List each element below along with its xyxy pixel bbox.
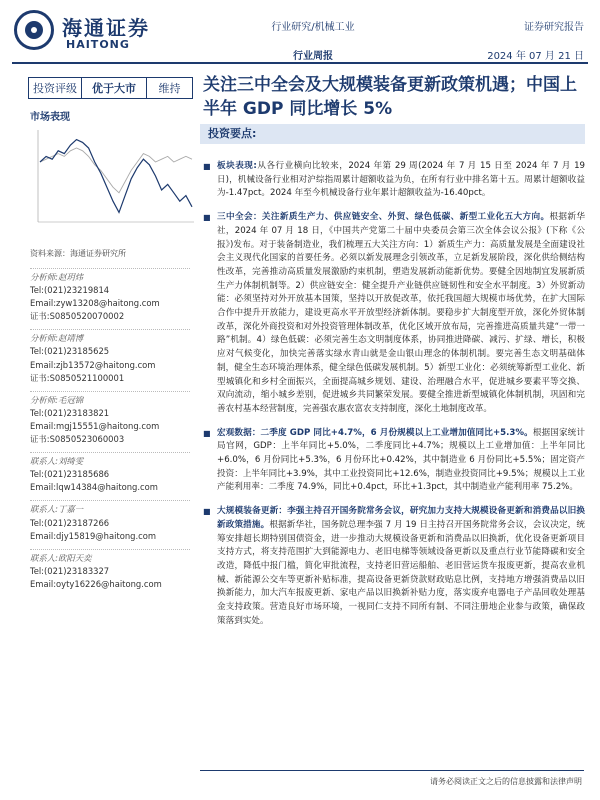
logo-emblem-icon: [14, 10, 54, 50]
analyst-tel: Tel:(021)23219814: [30, 285, 110, 296]
analyst-contact: [30, 391, 190, 446]
rating-action: 维持: [158, 82, 181, 95]
analyst-cert: 证书:S0850520070002: [30, 311, 125, 322]
analyst-tel: Tel:(021)23183821: [30, 407, 110, 418]
footer-disclaimer: 请务必阅读正文之后的信息披露和法律声明: [430, 777, 582, 786]
analyst-contact: [30, 268, 190, 323]
header-divider: [12, 62, 588, 64]
report-category: 行业研究/机械工业: [271, 22, 355, 33]
analyst-contact: [30, 452, 190, 494]
report-category-block: [268, 18, 358, 62]
company-logo: [14, 10, 164, 54]
analyst-name: 联系人:丁嘉一: [30, 504, 84, 515]
logo-english-name: HAITONG: [66, 38, 130, 51]
analyst-contacts: [30, 268, 190, 597]
analyst-tel: Tel:(021)23185686: [30, 469, 110, 480]
market-performance-title: 市场表现: [30, 112, 70, 123]
analyst-email[interactable]: Email:djy15819@haitong.com: [30, 530, 157, 541]
chart-source: 资料来源：海通证券研究所: [30, 249, 126, 258]
analyst-name: 分析师:赵玥炜: [30, 272, 84, 282]
analyst-email[interactable]: Email:oyty16226@haitong.com: [30, 578, 162, 589]
analyst-contact: [30, 329, 190, 384]
analyst-tel: Tel:(021)23183327: [30, 565, 110, 576]
report-type: 行业周报: [293, 51, 333, 62]
analyst-name: 分析师:毛冠锦: [30, 394, 84, 405]
key-point-text: 根据国家统计局官网，GDP：上半年同比+5.0%，二季度同比+4.7%；规模以上工业增加值：上半年同比+6.0%，6 月份同比+5.3%，6 月份环比+0.42%，其中制造业 6 月份同比+5.5%；固定资产投资：上半年同比+3.9%，其中工业投资同比+12.6%，制造业投资同比+9.5%；规模以上工业产能利用率：二季度 74.9%，同比+0.4pct，环比+1.3pct，其中制造业产能利用率 75.2%。: [217, 427, 585, 493]
rating-label: 投资评级: [33, 82, 77, 95]
logo-chinese-name: 海通证券: [62, 16, 150, 40]
key-point-lead: 大规模装备更新：李强主持召开国务院常务会议，研究加力支持大规模设备更新和消费品以旧换新政策措施。: [217, 506, 585, 530]
footer-divider: [200, 770, 584, 771]
market-performance-chart: [28, 122, 198, 230]
report-date: 2024 年 07 月 21 日: [487, 51, 584, 62]
analyst-name: 联系人:刘绮雯: [30, 456, 84, 467]
analyst-cert: 证书:S0850521100001: [30, 372, 125, 383]
analyst-name: 分析师:赵靖博: [30, 333, 84, 344]
key-point: [203, 427, 585, 496]
report-label: 证券研究报告: [524, 22, 584, 33]
rating-value: 优于大市: [81, 78, 147, 98]
analyst-contact: [30, 500, 190, 542]
analyst-email[interactable]: Email:lqw14384@haitong.com: [30, 482, 158, 493]
analyst-email[interactable]: Email:zjb13572@haitong.com: [30, 359, 156, 370]
analyst-name: 联系人:欧阳天奕: [30, 552, 92, 563]
key-point-text: 根据新华社，国务院总理李强 7 月 19 日主持召开国务院常务会议，会议决定，统筹安排超长期特别国债资金，进一步推动大规模设备更新和消费品以旧换新，优化设备更新项目支持方式，将支持范围扩大到能源电力、老旧电梯等领域设备更新以及重点行业节能降碳和安全改造，降低中报门槛，简化审批流程，支持老旧营运船舶、老旧营运货车报废更新，提高农业机械、新能源公交车等更新补贴标准，提高设备更新贷款财政贴息比例，支持地方增强消费品以旧换新能力，加大汽车报废更新、家电产品以旧换新补贴力度，落实废弃电器电子产品回收处理基金支持政策。营造良好市场环境，一视同仁支持不同所有制、不同注册地企业参与政策，确保政策落到实处。: [217, 519, 585, 626]
key-point-text: 根据新华社，2024 年 07 月 18 日，《中国共产党第二十届中央委员会第三次全体会议公报》(下称《公报》)发布。对于装备制造业，我们梳理五大关注方向：1）新质生产力：高质量发展是全面建设社会主义现代化国家的首要任务。必须以新发展理念引领改革，立足新发展阶段，深化供给侧结构性改革，完善推动高质量发展激励约束机制，塑造发展新动能新优势。要健全因地制宜发展新质生产力体制机制等。2）供应链安全：健全提升产业链供应链韧性和安全水平制度。3）外贸新动能：必须坚持对外开放基本国策，坚持以开放促改革，依托我国超大规模市场优势，在扩大国际合作中提升开放能力，建设更高水平开放型经济新体制。要稳步扩大制度型开放，深化外贸体制改革，深化外商投资和对外投资管理体制改革，优化区域开放布局，完善推进高质量共建“一带一路”机制。4）绿色低碳：必须完善生态文明制度体系，协同推进降碳、减污、扩绿、增长，积极应对气候变化，加快完善落实绿水青山就是金山银山理念的体制机制。要完善生态文明基础体制，健全生态环境治理体系，健全绿色低碳发展机制。5）新型工业化：必须统筹新型工业化、新型城镇化和乡村全面振兴，全面提高城乡规划、建设、治理融合水平，促进城乡要素平等交换、双向流动，缩小城乡差别，促进城乡共同繁荣发展。要健全推进新型城镇化体制机制，巩固和完善农村基本经营制度，完善强农惠农富农支持制度，深化土地制度改革。: [217, 212, 585, 414]
analyst-tel: Tel:(021)23187266: [30, 517, 110, 528]
investment-rating: [28, 77, 193, 99]
key-point-text: 从各行业横向比较来，2024 年第 29 周(2024 年 7 月 15 日至 2024 年 7 月 19 日)，机械设备行业相对沪综指周累计超额收益为负，在所有行业中排名第十五。周累计超额收益为-1.47pct。2024 年至今机械设备行业年累计超额收益为-16.40pct。: [217, 161, 586, 199]
key-point-lead: 板块表现:: [217, 161, 257, 171]
key-points-list: [203, 160, 585, 639]
key-point-lead: 三中全会：关注新质生产力、供应链安全、外贸、绿色低碳、新型工业化五大方向。: [217, 212, 550, 223]
analyst-contact: [30, 549, 190, 591]
analyst-tel: Tel:(021)23185625: [30, 346, 110, 357]
analyst-email[interactable]: Email:zyw13208@haitong.com: [30, 298, 160, 309]
key-point: [203, 211, 585, 417]
key-points-heading: 投资要点:: [200, 124, 585, 144]
key-point: [203, 160, 585, 201]
chart-series-line: [40, 140, 192, 213]
analyst-email[interactable]: Email:mgj15551@haitong.com: [30, 420, 160, 431]
report-title: 关注三中全会及大规模装备更新政策机遇；中国上半年 GDP 同比增长 5%: [203, 75, 577, 119]
key-point: [203, 505, 585, 628]
analyst-cert: 证书:S0850523060003: [30, 434, 125, 445]
key-point-lead: 宏观数据：二季度 GDP 同比+4.7%，6 月份规模以上工业增加值同比+5.3%。: [217, 427, 533, 438]
report-meta-block: [474, 18, 584, 62]
